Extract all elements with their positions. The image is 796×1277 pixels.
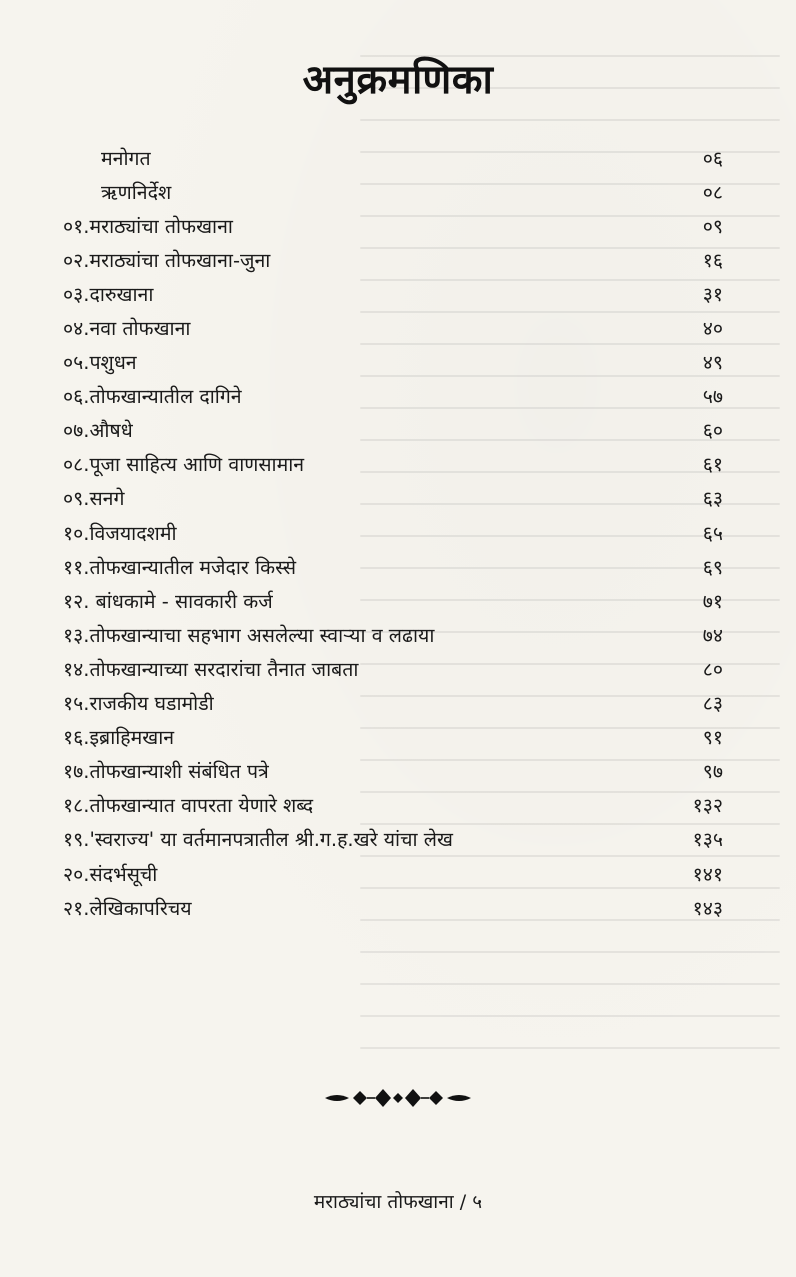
toc-entry — [63, 856, 723, 890]
toc-entry-page: ७१ — [702, 589, 723, 613]
toc-entry — [63, 583, 723, 617]
toc-entry — [63, 208, 723, 242]
toc-entry-label: १५.राजकीय घडामोडी — [63, 692, 214, 716]
ornament-divider-icon — [0, 1085, 796, 1115]
toc-entry — [63, 651, 723, 685]
toc-entry-label: ०५.पशुधन — [63, 351, 137, 375]
toc-entry-page: १४१ — [692, 862, 723, 886]
toc-entry-page: ०६ — [702, 146, 723, 170]
toc-entry-page: ४९ — [702, 351, 723, 375]
toc-entry — [63, 822, 723, 856]
toc-entry-label: ०१.मराठ्यांचा तोफखाना — [63, 214, 233, 238]
page-title: अनुक्रमणिका — [302, 57, 494, 103]
toc-entry-label: २१.लेखिकापरिचय — [63, 896, 192, 920]
toc-entry-page: ५७ — [702, 385, 723, 409]
toc-entry — [63, 140, 723, 174]
toc-entry-page: १६ — [702, 248, 723, 272]
toc-entry-page: १३५ — [692, 828, 723, 852]
toc-entry-page: ८३ — [702, 692, 723, 716]
toc-entry — [63, 447, 723, 481]
toc-entry-label: १३.तोफखान्याचा सहभाग असलेल्या स्वाऱ्या व लढाया — [63, 623, 435, 647]
footer-page-number: ५ — [472, 1191, 483, 1213]
toc-entry-label: २०.संदर्भसूची — [63, 862, 158, 886]
toc-entry — [63, 379, 723, 413]
toc-entry — [63, 754, 723, 788]
toc-entry-label: १८.तोफखान्यात वापरता येणारे शब्द — [63, 794, 314, 818]
toc-entry-label: १०.विजयादशमी — [63, 521, 177, 545]
toc-entry — [63, 345, 723, 379]
toc-entry-label: ०४.नवा तोफखाना — [63, 317, 191, 341]
toc-entry-label: १९.'स्वराज्य' या वर्तमानपत्रातील श्री.ग.ह.खरे यांचा लेख — [63, 828, 453, 852]
toc-entry-label: ०६.तोफखान्यातील दागिने — [63, 385, 242, 409]
toc-entry-label: १४.तोफखान्याच्या सरदारांचा तैनात जाबता — [63, 657, 359, 681]
toc-entry — [63, 242, 723, 276]
toc-entry — [63, 720, 723, 754]
toc-entry-page: १४३ — [692, 896, 723, 920]
toc-entry-label: ०९.सनगे — [63, 487, 125, 511]
toc-entry-page: ४० — [702, 317, 723, 341]
toc-entry-page: ०९ — [702, 214, 723, 238]
toc-entry — [63, 481, 723, 515]
toc-entry — [63, 788, 723, 822]
toc-entry — [63, 890, 723, 924]
toc-entry — [63, 515, 723, 549]
toc-entry-label: १६.इब्राहिमखान — [63, 726, 175, 750]
toc-entry-page: ६५ — [702, 521, 723, 545]
toc-entry-label: ०३.दारुखाना — [63, 282, 154, 306]
toc-entry-page: ६० — [702, 419, 723, 443]
toc-entry — [63, 686, 723, 720]
toc-entry — [63, 413, 723, 447]
toc-entry-label: ऋणनिर्देश — [101, 180, 172, 204]
toc-entry-label: ०७.औषधे — [63, 419, 133, 443]
toc-entry-page: १३२ — [692, 794, 723, 818]
toc-entry-label: ०८.पूजा साहित्य आणि वाणसामान — [63, 453, 305, 477]
toc-entry-page: ०८ — [702, 180, 723, 204]
ornament-svg — [323, 1085, 473, 1111]
toc-entry-page: ९१ — [702, 726, 723, 750]
toc-entry — [63, 310, 723, 344]
footer-book-title: मराठ्यांचा तोफखाना — [313, 1191, 454, 1213]
table-of-contents — [63, 140, 723, 924]
toc-entry-page: ७४ — [702, 623, 723, 647]
toc-entry-page: ६३ — [702, 487, 723, 511]
toc-entry-page: ६१ — [702, 453, 723, 477]
toc-entry-page: ९७ — [702, 760, 723, 784]
page-footer — [0, 1188, 796, 1214]
toc-entry-page: ३१ — [702, 282, 723, 306]
toc-entry-label: मनोगत — [101, 146, 151, 170]
toc-entry — [63, 276, 723, 310]
toc-entry-label: ०२.मराठ्यांचा तोफखाना-जुना — [63, 248, 271, 272]
toc-entry — [63, 174, 723, 208]
toc-entry-label: ११.तोफखान्यातील मजेदार किस्से — [63, 555, 297, 579]
toc-entry-label: १७.तोफखान्याशी संबंधित पत्रे — [63, 760, 269, 784]
toc-entry-page: ८० — [702, 657, 723, 681]
toc-entry — [63, 549, 723, 583]
footer-separator: / — [459, 1191, 467, 1213]
toc-entry — [63, 617, 723, 651]
toc-entry-label: १२. बांधकामे - सावकारी कर्ज — [63, 589, 273, 613]
toc-entry-page: ६९ — [702, 555, 723, 579]
